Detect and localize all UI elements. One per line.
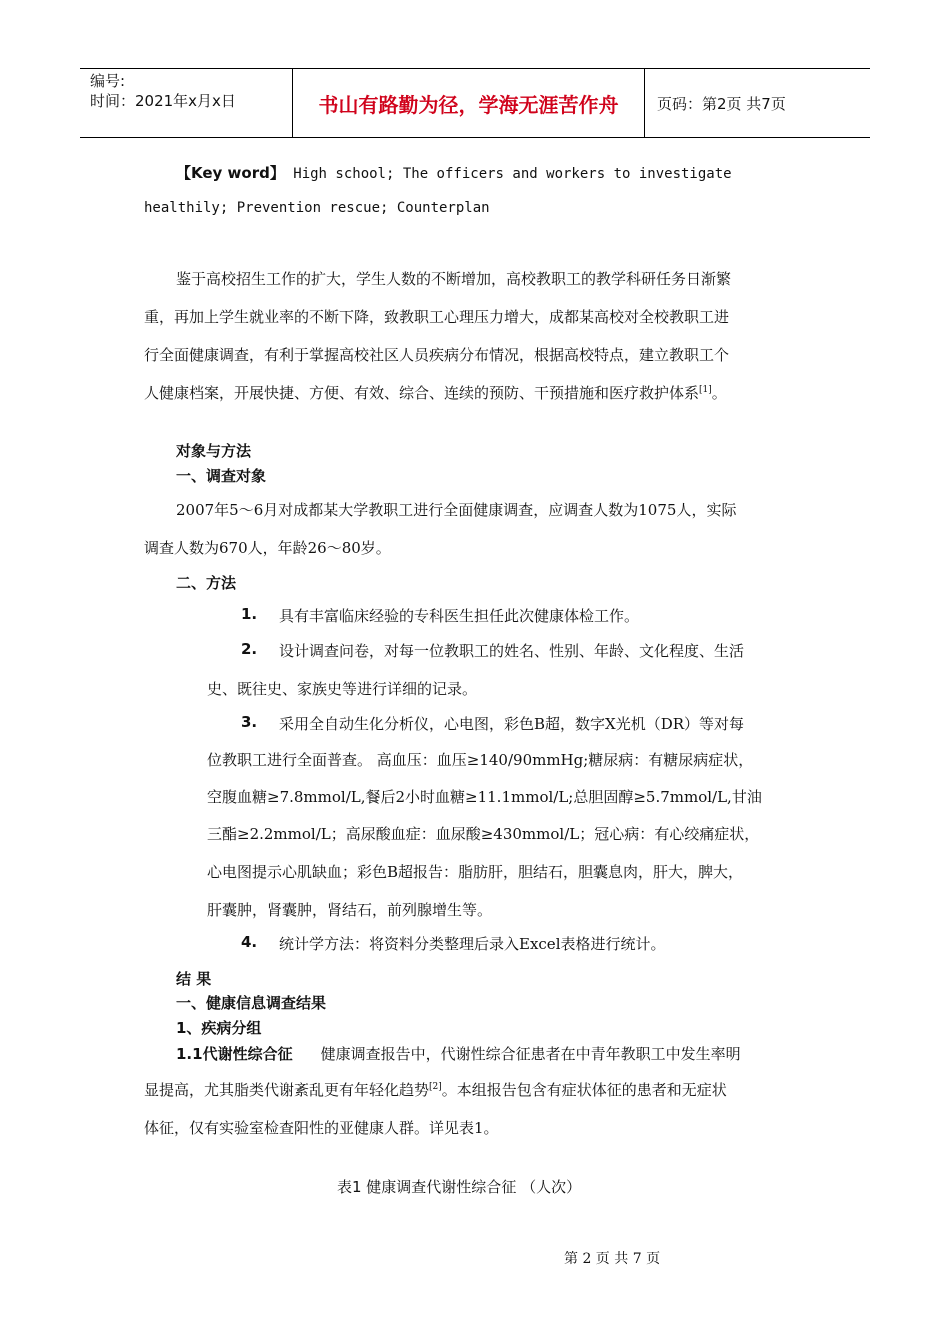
item-1-number: 1. bbox=[241, 605, 258, 623]
subjects-line-2: 调查人数为670人，年龄26～80岁。 bbox=[144, 539, 391, 557]
intro-line-2: 重，再加上学生就业率的不断下降，致教职工心理压力增大，成都某高校对全校教职工进 bbox=[144, 308, 730, 326]
results-heading: 结 果 bbox=[176, 970, 212, 988]
item-2-number: 2. bbox=[241, 640, 258, 658]
subjects-line-1: 2007年5～6月对成都某大学教职工进行全面健康调查，应调查人数为1075人，实际 bbox=[176, 501, 737, 519]
results-sub-1: 一、健康信息调查结果 bbox=[176, 994, 327, 1012]
intro-line-4-text: 人健康档案，开展快捷、方便、有效、综合、连续的预防、干预措施和医疗救护体系 bbox=[144, 384, 700, 402]
intro-line-4-end: 。 bbox=[711, 384, 727, 402]
methods-heading: 对象与方法 bbox=[176, 442, 252, 460]
methods-sub-subjects: 一、调查对象 bbox=[176, 467, 267, 485]
results-para-line-3: 体征，仅有实验室检查阳性的亚健康人群。详见表1。 bbox=[144, 1119, 499, 1137]
methods-sub-methods: 二、方法 bbox=[176, 574, 237, 592]
keywords-text: High school; The officers and workers to investigate bbox=[284, 166, 732, 182]
item-3-line-4: 三酯≥2.2mmol/L；高尿酸血症：血尿酸≥430mmol/L；冠心病：有心绞痛症状， bbox=[207, 825, 760, 843]
header-left-cell bbox=[80, 69, 293, 137]
code-label: 编号: bbox=[90, 72, 126, 90]
citation-1: [1] bbox=[699, 385, 712, 395]
results-sub-3: 1.1代谢性综合征 bbox=[176, 1045, 293, 1063]
intro-line-1: 鉴于高校招生工作的扩大，学生人数的不断增加，高校教职工的教学科研任务日渐繁 bbox=[176, 270, 732, 288]
item-3-line-1: 采用全自动生化分析仪，心电图，彩色B超，数字X光机（DR）等对每 bbox=[279, 715, 745, 733]
citation-2: [2] bbox=[429, 1082, 442, 1092]
results-para-text-2b: 。本组报告包含有症状体征的患者和无症状 bbox=[441, 1081, 727, 1099]
item-3-line-2: 位教职工进行全面普查。 高血压：血压≥140/90mmHg;糖尿病：有糖尿病症状， bbox=[207, 751, 754, 769]
results-para-line-2 bbox=[144, 1079, 727, 1100]
results-para-text-2: 显提高，尤其脂类代谢紊乱更有年轻化趋势 bbox=[144, 1081, 430, 1099]
results-sub-2: 1、疾病分组 bbox=[176, 1019, 262, 1037]
header-page-info: 页码：第2页 共7页 bbox=[657, 94, 786, 113]
date-line: 时间：2021年x月x日 bbox=[90, 92, 236, 110]
keywords-label: 【Key word】 bbox=[176, 164, 285, 182]
results-para-line-1 bbox=[176, 1043, 741, 1064]
item-1-text: 具有丰富临床经验的专科医生担任此次健康体检工作。 bbox=[279, 607, 640, 625]
item-2-line-2: 史、既往史、家族史等进行详细的记录。 bbox=[207, 680, 478, 698]
item-3-line-5: 心电图提示心肌缺血；彩色B超报告：脂肪肝，胆结石，胆囊息肉，肝大，脾大， bbox=[207, 863, 744, 881]
table-caption: 表1 健康调查代谢性综合征 （人次） bbox=[337, 1178, 582, 1196]
item-4-number: 4. bbox=[241, 933, 258, 951]
header-motto: 书山有路勤为径，学海无涯苦作舟 bbox=[293, 69, 645, 137]
item-3-number: 3. bbox=[241, 713, 258, 731]
intro-line-3: 行全面健康调查，有利于掌握高校社区人员疾病分布情况，根据高校特点，建立教职工个 bbox=[144, 346, 730, 364]
keywords-line-1 bbox=[176, 162, 732, 183]
page-header bbox=[80, 68, 870, 138]
item-4-text: 统计学方法：将资料分类整理后录入Excel表格进行统计。 bbox=[279, 935, 666, 953]
item-2-line-1: 设计调查问卷，对每一位教职工的姓名、性别、年龄、文化程度、生活 bbox=[279, 642, 745, 660]
results-para-text-1: 健康调查报告中，代谢性综合征患者在中青年教职工中发生率明 bbox=[320, 1045, 741, 1063]
item-3-line-3: 空腹血糖≥7.8mmol/L,餐后2小时血糖≥11.1mmol/L;总胆固醇≥5.7mmol/L,甘油 bbox=[207, 788, 762, 806]
intro-line-4 bbox=[144, 382, 727, 403]
page-footer: 第 2 页 共 7 页 bbox=[564, 1251, 661, 1267]
item-3-line-6: 肝囊肿，肾囊肿，肾结石，前列腺增生等。 bbox=[207, 901, 493, 919]
keywords-line-2: healthily; Prevention rescue; Counterplan bbox=[144, 200, 490, 216]
